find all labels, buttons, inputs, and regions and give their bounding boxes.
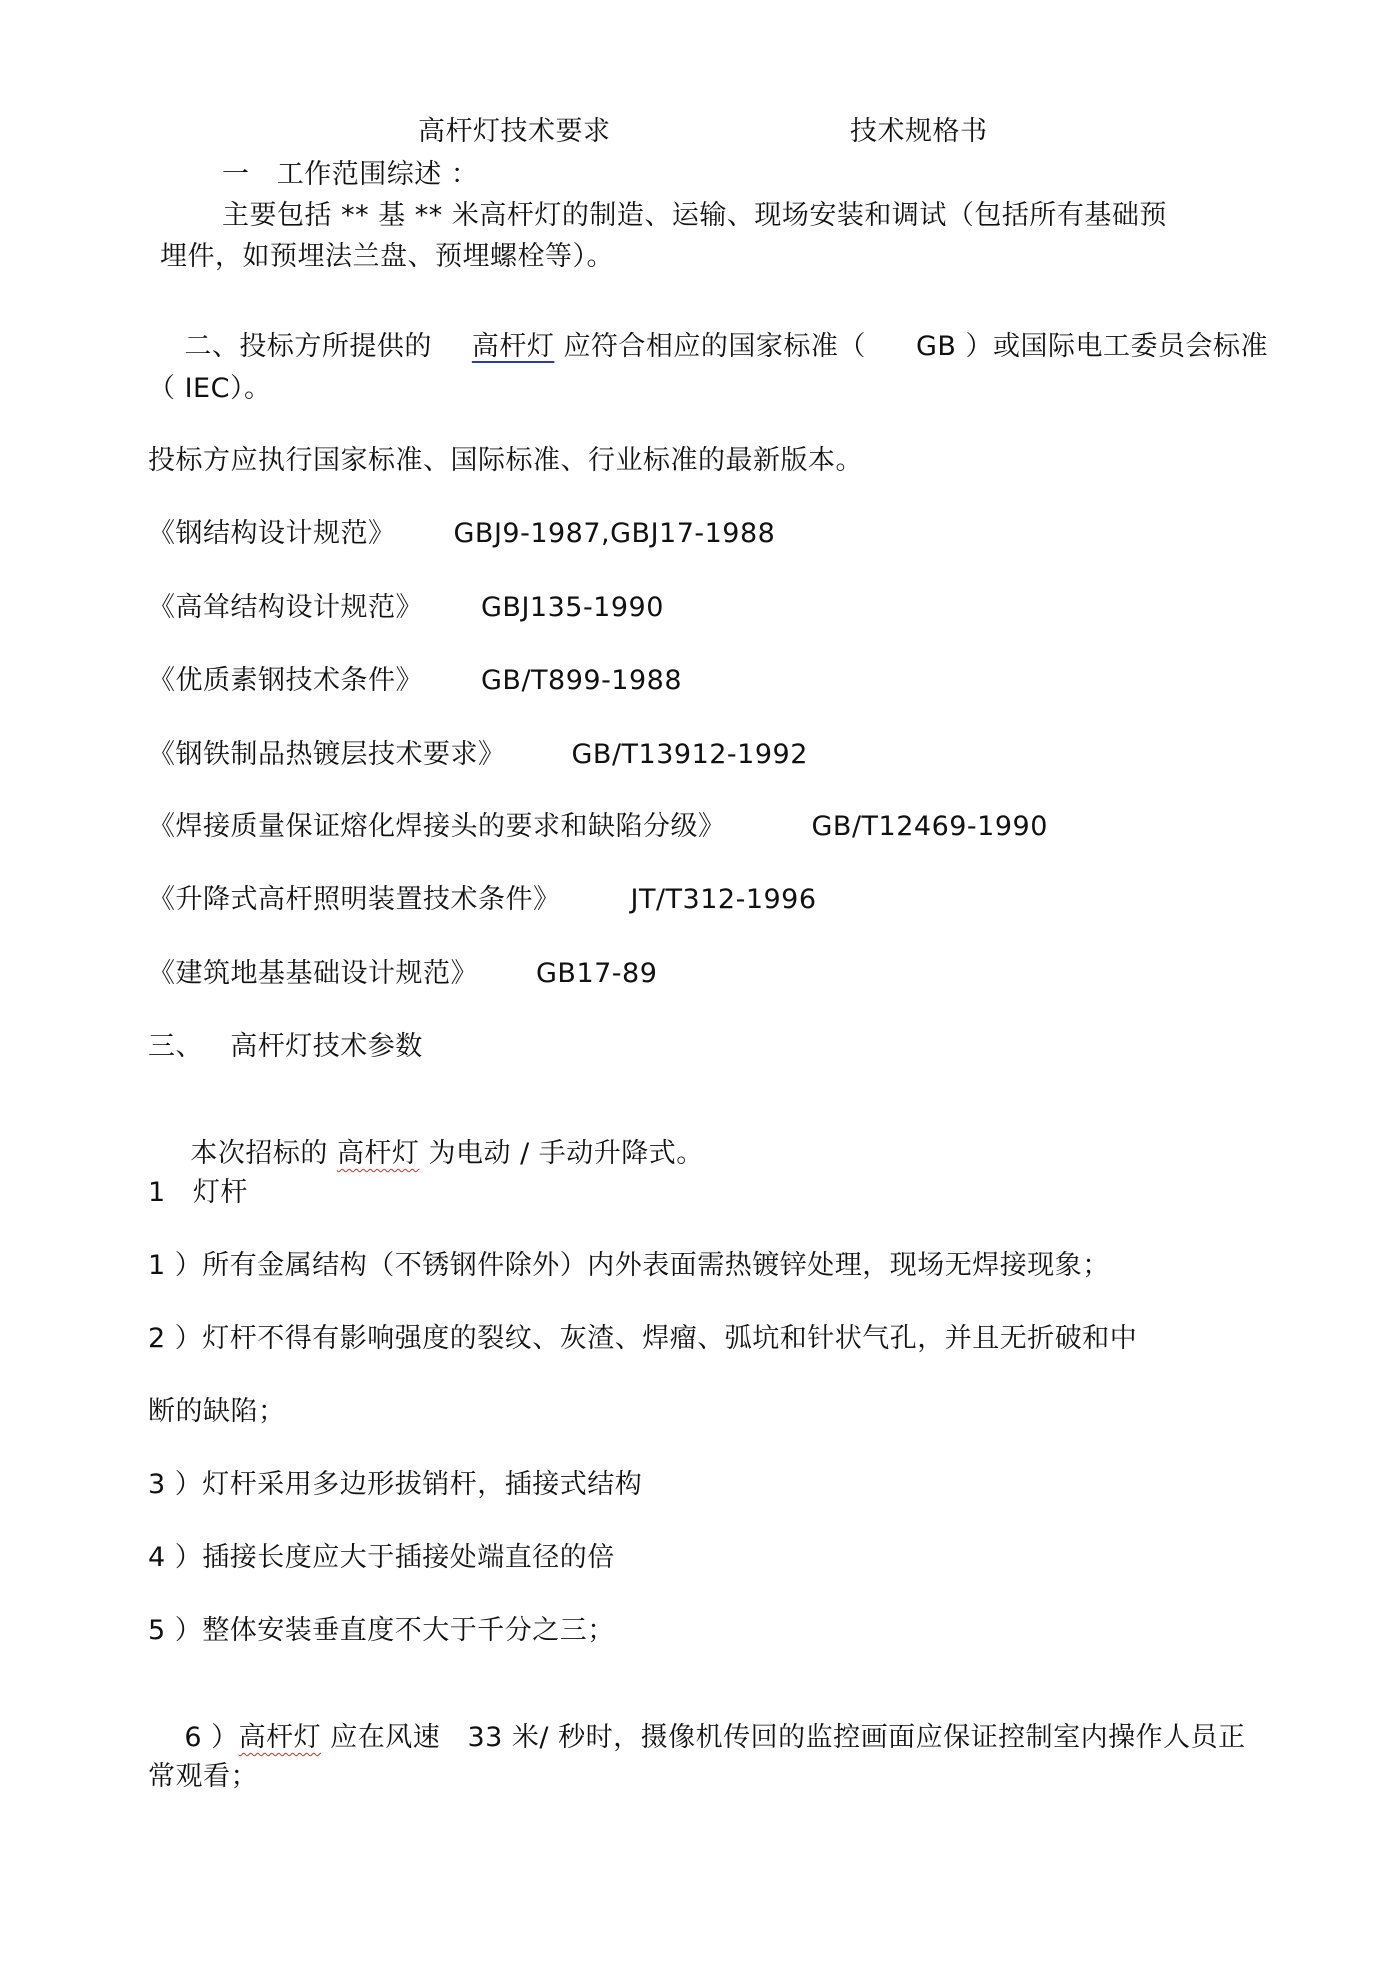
standard-item — [148, 810, 1048, 844]
paragraph-scope-line1: 主要包括 ** 基 ** 米高杆灯的制造、运输、现场安装和调试（包括所有基础预 — [222, 200, 1167, 231]
item6-prefix: 6 ） — [184, 1722, 239, 1753]
standard-item — [148, 738, 808, 772]
list-item: 5 ）整体安装垂直度不大于千分之三； — [148, 1615, 615, 1646]
standard-name: 《高耸结构设计规范》 — [148, 592, 423, 623]
list-item: 4 ）插接长度应大于插接处端直径的倍 — [148, 1542, 615, 1573]
intro-text-a: 本次招标的 — [190, 1138, 328, 1169]
section-heading-3: 三、 高杆灯技术参数 — [148, 1031, 423, 1062]
standard-name: 《优质素钢技术条件》 — [148, 665, 423, 696]
standard-code: GB/T899-1988 — [481, 665, 683, 696]
list-item: 2 ）灯杆不得有影响强度的裂纹、灰渣、焊瘤、弧坑和针状气孔，并且无折破和中 — [148, 1323, 1138, 1354]
standard-code: GB/T12469-1990 — [811, 811, 1048, 842]
standard-code: GBJ135-1990 — [481, 592, 664, 623]
subsection-heading: 1 灯杆 — [148, 1177, 248, 1208]
item6-text: 应在风速 33 米/ 秒时，摄像机传回的监控画面应保证控制室内操作人员正 — [330, 1722, 1246, 1753]
section-2-text-a: 二、投标方所提供的 — [184, 331, 432, 362]
highlighted-term: 高杆灯 — [471, 331, 555, 362]
standard-item — [148, 957, 657, 991]
list-item-continuation: 常观看； — [148, 1761, 258, 1792]
standard-item — [148, 664, 682, 698]
standard-item — [148, 883, 817, 917]
standard-code: GB17-89 — [536, 958, 658, 989]
list-item: 1 ）所有金属结构（不锈钢件除外）内外表面需热镀锌处理，现场无焊接现象； — [148, 1250, 1110, 1281]
section-heading-1: 一 工作范围综述 ： — [222, 159, 479, 190]
highlighted-term: 高杆灯 — [238, 1722, 322, 1753]
section-2-line1 — [148, 296, 1268, 398]
standard-item — [148, 591, 664, 625]
section-2-text-b: 应符合相应的国家标准（ — [563, 331, 866, 362]
standard-name: 《钢铁制品热镀层技术要求》 — [148, 739, 506, 770]
standard-item — [148, 517, 775, 551]
section-2-line3: 投标方应执行国家标准、国际标准、行业标准的最新版本。 — [148, 445, 863, 476]
standard-name: 《钢结构设计规范》 — [148, 518, 396, 549]
standard-name: 《升降式高杆照明装置技术条件》 — [148, 884, 561, 915]
paragraph-scope-line2: 埋件，如预埋法兰盘、预埋螺栓等）。 — [160, 241, 614, 272]
section-2-text-c: GB ）或国际电工委员会标准 — [915, 331, 1268, 362]
standard-code: GB/T13912-1992 — [571, 739, 808, 770]
list-item-continuation: 断的缺陷； — [148, 1396, 286, 1427]
list-item — [148, 1687, 1246, 1789]
list-item: 3 ）灯杆采用多边形拔销杆，插接式结构 — [148, 1469, 643, 1500]
section-2-line2: （ IEC）。 — [148, 373, 272, 404]
standard-code: JT/T312-1996 — [630, 884, 817, 915]
standard-name: 《焊接质量保证熔化焊接头的要求和缺陷分级》 — [148, 811, 726, 842]
standard-code: GBJ9-1987,GBJ17-1988 — [453, 518, 776, 549]
highlighted-term: 高杆灯 — [336, 1138, 420, 1169]
standard-name: 《建筑地基基础设计规范》 — [148, 958, 478, 989]
doc-title: 高杆灯技术要求 — [418, 116, 611, 147]
intro-text-b: 为电动 / 手动升降式。 — [428, 1138, 704, 1169]
doc-subtitle: 技术规格书 — [850, 116, 988, 147]
